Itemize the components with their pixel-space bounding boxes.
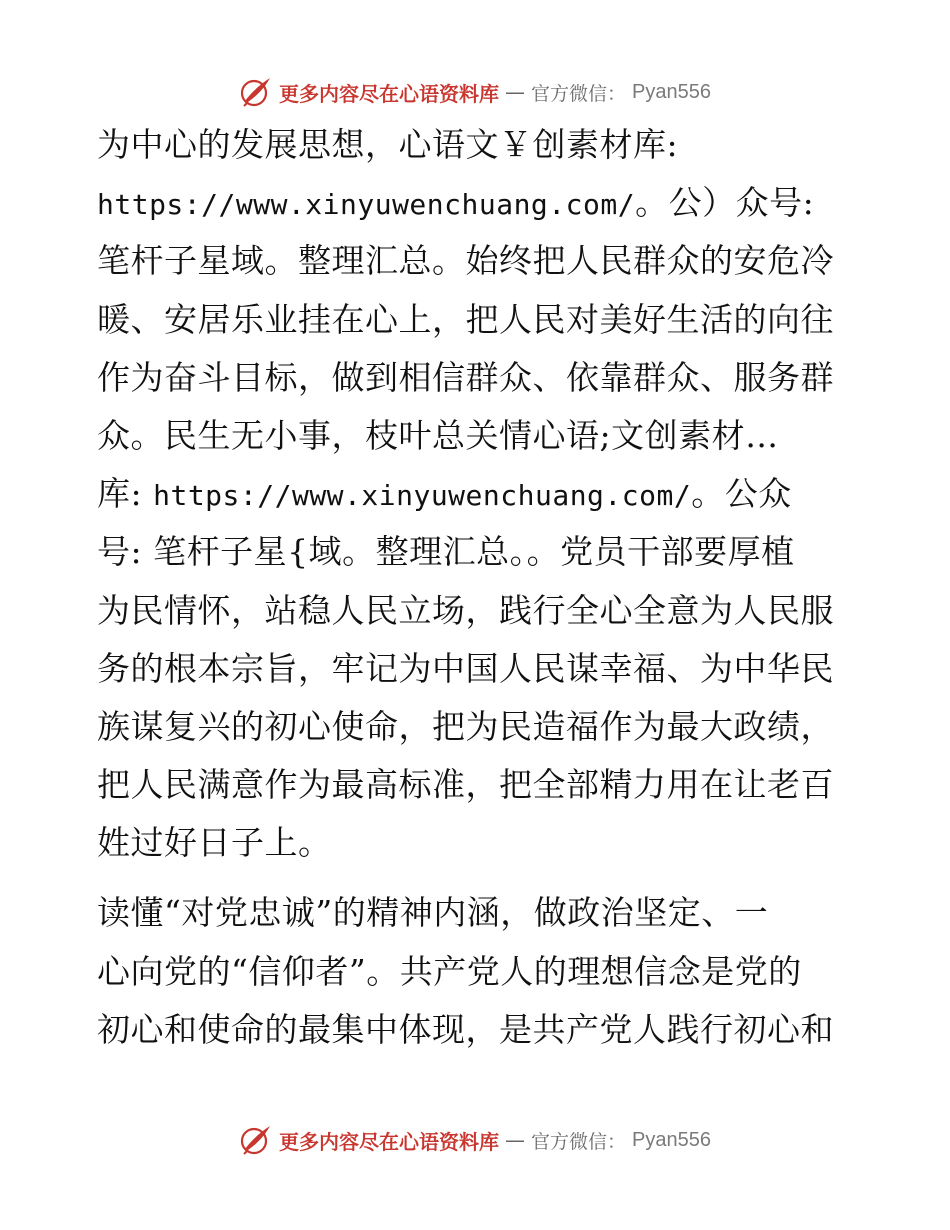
wechat-label: 官方微信： bbox=[531, 82, 627, 105]
brand-text: 更多内容尽在心语资料库 bbox=[279, 1129, 499, 1154]
text-line: 把人民满意作为最高标准，把全部精力用在让老百 bbox=[97, 765, 834, 805]
text-line: 众。民生无小事，枝叶总关情心语;文创素材… bbox=[97, 415, 779, 455]
brand-text: 更多内容尽在心语资料库 bbox=[279, 81, 499, 106]
feather-pen-logo-icon bbox=[239, 1123, 273, 1157]
text-line: https://www.xinyuwenchuang.com/。公）众号: bbox=[97, 183, 815, 223]
text-line: 库: https://www.xinyuwenchuang.com/。公众 bbox=[97, 474, 792, 514]
text-line: 号: 笔杆子星{域。整理汇总。。党员干部要厚植 bbox=[97, 532, 795, 572]
feather-pen-logo-icon bbox=[239, 75, 273, 109]
text-line: 初心和使命的最集中体现，是共产党人践行初心和 bbox=[97, 1009, 834, 1049]
document-body bbox=[97, 116, 857, 1059]
text-line: 族谋复兴的初心使命，把为民造福作为最大政绩， bbox=[97, 706, 834, 746]
text-line: 作为奋斗目标，做到相信群众、依靠群众、服务群 bbox=[97, 357, 834, 397]
banner-separator: — bbox=[505, 1128, 525, 1152]
wechat-id: Pyan556 bbox=[632, 1128, 711, 1151]
text-line: 读懂“对党忠诚”的精神内涵，做政治坚定、一 bbox=[97, 893, 769, 933]
text-line: 笔杆子星域。整理汇总。始终把人民群众的安危冷 bbox=[97, 241, 834, 281]
text-line: 心向党的“信仰者”。共产党人的理想信念是党的 bbox=[97, 951, 802, 991]
url-link: https://www.xinyuwenchuang.com/ bbox=[97, 188, 636, 222]
paragraph-gap bbox=[97, 872, 857, 884]
wechat-label: 官方微信： bbox=[531, 1130, 627, 1153]
text-line: 务的根本宗旨，牢记为中国人民谋幸福、为中华民 bbox=[97, 648, 834, 688]
url-link: https://www.xinyuwenchuang.com/ bbox=[153, 479, 692, 513]
header-banner bbox=[0, 72, 950, 112]
paragraph-1 bbox=[97, 116, 857, 872]
text-line: 暖、安居乐业挂在心上，把人民对美好生活的向往 bbox=[97, 299, 834, 339]
text-line: 为民情怀，站稳人民立场，践行全心全意为人民服 bbox=[97, 590, 834, 630]
banner-separator: — bbox=[505, 80, 525, 104]
paragraph-2 bbox=[97, 884, 857, 1059]
wechat-id: Pyan556 bbox=[632, 80, 711, 103]
text-line: 为中心的发展思想，心语文￥创素材库: bbox=[97, 125, 679, 164]
text-line: 姓过好日子上。 bbox=[97, 823, 332, 863]
footer-banner bbox=[0, 1120, 950, 1160]
